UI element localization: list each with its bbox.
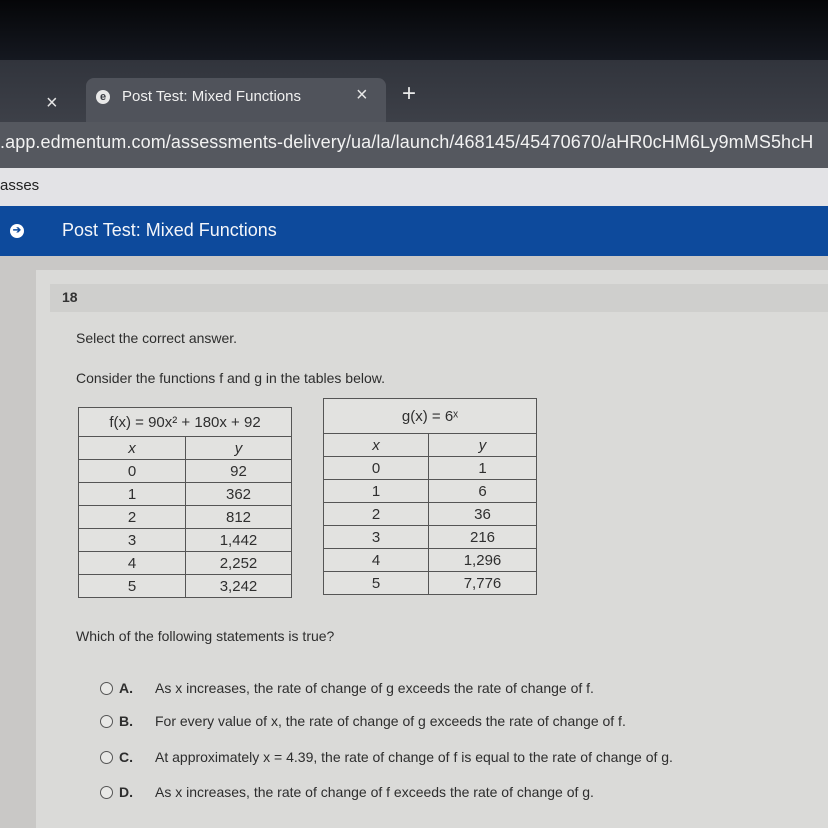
table-cell: 92: [186, 460, 292, 483]
table-row: [79, 529, 292, 552]
table-row: [79, 575, 292, 598]
table-f-title: f(x) = 90x² + 180x + 92: [79, 408, 292, 437]
option-letter: A.: [119, 680, 133, 696]
table-cell: 362: [186, 483, 292, 506]
table-cell: 3: [79, 529, 186, 552]
option-letter: C.: [119, 749, 133, 765]
app-strip: [0, 168, 828, 206]
table-f-header-x: x: [79, 437, 186, 460]
table-row: [79, 552, 292, 575]
table-g-header-x: x: [324, 434, 429, 457]
table-cell: 6: [429, 480, 537, 503]
table-cell: 1: [429, 457, 537, 480]
table-cell: 1: [324, 480, 429, 503]
radio-button-c[interactable]: [100, 751, 113, 764]
table-cell: 216: [429, 526, 537, 549]
option-text: At approximately x = 4.39, the rate of change of f is equal to the rate of change of g.: [155, 749, 673, 765]
table-cell: 5: [79, 575, 186, 598]
table-g-header-y: y: [429, 434, 537, 457]
close-tab-icon[interactable]: ×: [356, 84, 368, 106]
new-tab-button[interactable]: +: [402, 80, 417, 107]
page-title: Post Test: Mixed Functions: [62, 220, 277, 240]
url-text[interactable]: .app.edmentum.com/assessments-delivery/ua/la/launch/468145/45470670/aHR0cHM6Ly9mMS5hcH: [0, 132, 814, 152]
table-cell: 1,442: [186, 529, 292, 552]
assessment-header: [0, 206, 828, 256]
table-cell: 5: [324, 572, 429, 595]
radio-button-d[interactable]: [100, 786, 113, 799]
arrow-right-circle-icon[interactable]: ➔: [10, 224, 24, 238]
instruction-text: Select the correct answer.: [76, 330, 238, 346]
address-bar[interactable]: [0, 122, 828, 168]
table-cell: 0: [324, 457, 429, 480]
table-cell: 1: [79, 483, 186, 506]
option-text: For every value of x, the rate of change of g exceeds the rate of change of f.: [155, 713, 626, 729]
table-row: [324, 526, 537, 549]
table-cell: 3: [324, 526, 429, 549]
table-cell: 0: [79, 460, 186, 483]
question-number-strip: [50, 284, 828, 312]
edge-favicon-icon: e: [96, 90, 110, 104]
table-cell: 2,252: [186, 552, 292, 575]
active-tab[interactable]: [86, 78, 386, 122]
question-number: 18: [62, 289, 78, 305]
table-cell: 2: [324, 503, 429, 526]
table-row: [324, 480, 537, 503]
table-cell: 4: [79, 552, 186, 575]
option-letter: B.: [119, 713, 133, 729]
table-cell: 36: [429, 503, 537, 526]
prompt-text: Consider the functions f and g in the tables below.: [76, 370, 385, 386]
table-row: [324, 503, 537, 526]
table-row: [324, 549, 537, 572]
radio-button-a[interactable]: [100, 682, 113, 695]
table-cell: 7,776: [429, 572, 537, 595]
option-text: As x increases, the rate of change of g exceeds the rate of change of f.: [155, 680, 594, 696]
table-cell: 4: [324, 549, 429, 572]
table-row: [324, 457, 537, 480]
table-g-title: g(x) = 6ˣ: [324, 399, 537, 434]
table-f-header-y: y: [186, 437, 292, 460]
table-row: [79, 460, 292, 483]
app-strip-label: asses: [0, 177, 40, 194]
table-row: [79, 483, 292, 506]
table-cell: 1,296: [429, 549, 537, 572]
table-cell: 3,242: [186, 575, 292, 598]
option-letter: D.: [119, 784, 133, 800]
table-cell: 812: [186, 506, 292, 529]
question-text: Which of the following statements is true?: [76, 628, 335, 644]
radio-button-b[interactable]: [100, 715, 113, 728]
screen-bezel: [0, 0, 828, 60]
close-tab-icon[interactable]: ×: [46, 92, 58, 114]
table-g: [323, 398, 537, 595]
table-cell: 2: [79, 506, 186, 529]
table-f: [78, 407, 292, 598]
table-row: [324, 572, 537, 595]
table-row: [79, 506, 292, 529]
tab-title: Post Test: Mixed Functions: [122, 88, 301, 105]
option-text: As x increases, the rate of change of f exceeds the rate of change of g.: [155, 784, 594, 800]
